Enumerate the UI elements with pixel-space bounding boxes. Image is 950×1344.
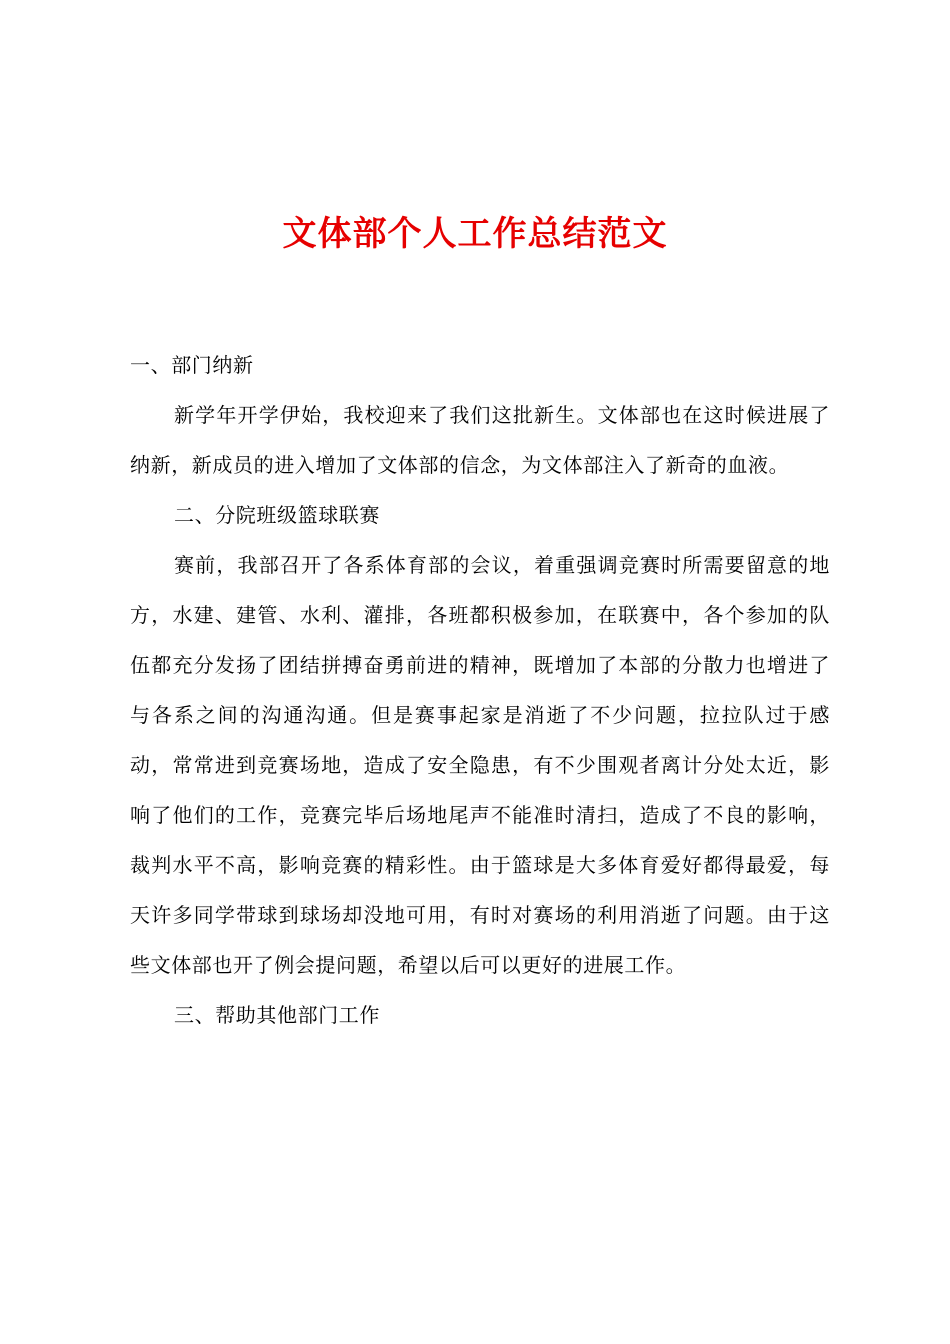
section-heading-2: 二、分院班级篮球联赛 [174,503,380,527]
body-paragraph-2: 赛前，我部召开了各系体育部的会议，着重强调竞赛时所需要留意的地方，水建、建管、水利、灌排，各班都积极参加，在联赛中，各个参加的队伍都充分发扬了团结拼搏奋勇前进的精神，既增加了本部的分散力也增进了与各系之间的沟通沟通。但是赛事起家是消逝了不少问题，拉拉队过于感动，常常进到竞赛场地，造成了安全隐患，有不少围观者离计分处太近，影响了他们的工作，竞赛完毕后场地尾声不能准时清扫，造成了不良的影响，裁判水平不高，影响竞赛的精彩性。由于篮球是大多体育爱好都得最爱，每天许多同学带球到球场却没地可用，有时对赛场的利用消逝了问题。由于这些文体部也开了例会提问题，希望以后可以更好的进展工作。 [130,553,830,977]
document-body [130,340,830,1040]
document-title: 文体部个人工作总结范文 [282,214,668,254]
body-paragraph-1: 新学年开学伊始，我校迎来了我们这批新生。文体部也在这时候进展了纳新，新成员的进入增加了文体部的信念，为文体部注入了新奇的血液。 [130,403,830,477]
section-heading-1: 一、部门纳新 [130,353,254,377]
section-heading-3: 三、帮助其他部门工作 [174,1003,380,1027]
